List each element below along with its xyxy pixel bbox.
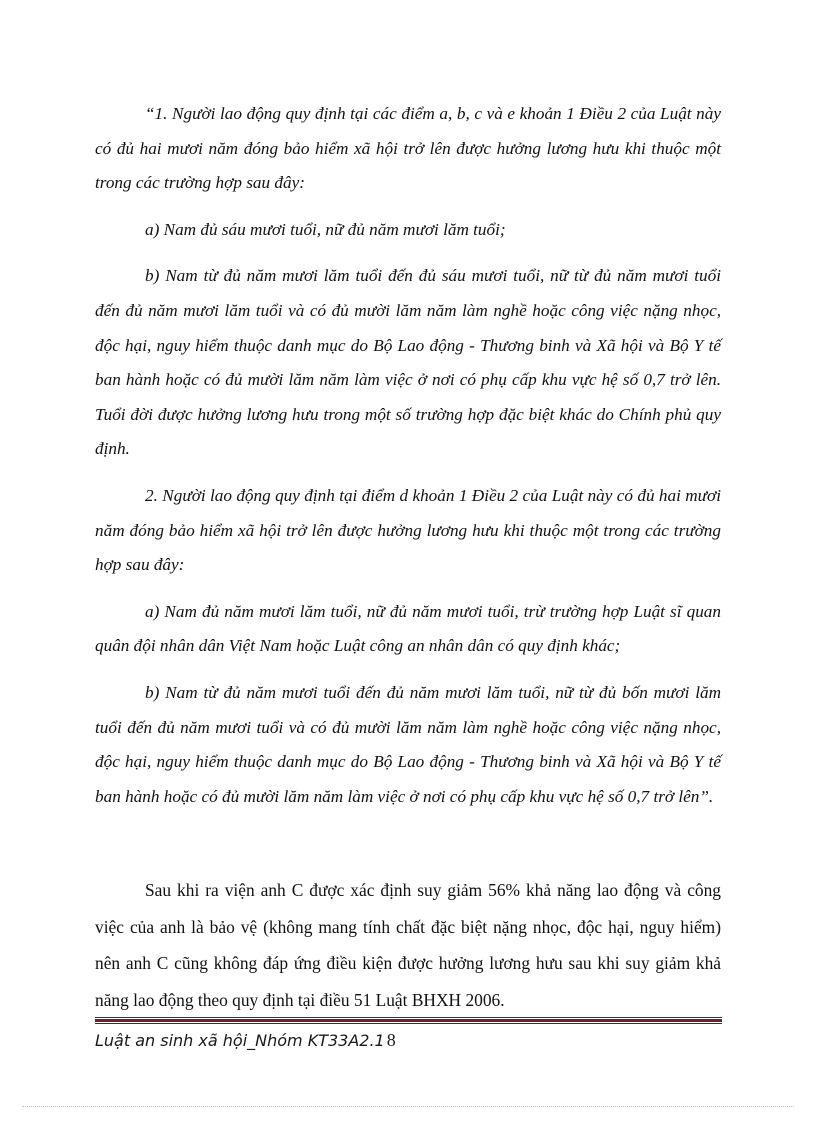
quote-paragraph-1b: b) Nam từ đủ năm mươi lăm tuổi đến đủ sáu mươi tuổi, nữ từ đủ năm mươi tuổi đến đủ năm mươi lăm tuổi và có đủ mười lăm năm làm nghề hoặc công việc nặng nhọc, độc hại, nguy hiểm thuộc danh mục do Bộ Lao động - Thương binh và Xã hội và Bộ Y tế ban hành hoặc có đủ mười lăm năm làm việc ở nơi có phụ cấp khu vực hệ số 0,7 trở lên. Tuổi đời được hưởng lương hưu trong một số trường hợp đặc biệt khác do Chính phủ quy định. xyxy=(95,266,721,459)
quoted-law-excerpt xyxy=(95,97,721,814)
body-paragraph: Sau khi ra viện anh C được xác định suy giảm 56% khả năng lao động và công việc của anh là bảo vệ (không mang tính chất đặc biệt nặng nhọc, độc hại, nguy hiểm) nên anh C cũng không đáp ứng điều kiện được hưởng lương hưu sau khi suy giảm khả năng lao động theo quy định tại điều 51 Luật BHXH 2006. xyxy=(95,880,721,1010)
page-bottom-border xyxy=(22,1106,794,1107)
quote-paragraph-2: 2. Người lao động quy định tại điểm d khoản 1 Điều 2 của Luật này có đủ hai mươi năm đóng bảo hiểm xã hội trở lên được hưởng lương hưu khi thuộc một trong các trường hợp sau đây: xyxy=(95,485,721,575)
footer-title: Luật an sinh xã hội_Nhóm KT33A2.1 xyxy=(95,1031,385,1050)
page-footer xyxy=(95,1026,396,1055)
body-text xyxy=(95,872,721,1018)
quote-paragraph-1a: a) Nam đủ sáu mươi tuổi, nữ đủ năm mươi lăm tuổi; xyxy=(145,219,506,239)
quote-paragraph-1: “1. Người lao động quy định tại các điểm a, b, c và e khoản 1 Điều 2 của Luật này có đủ hai mươi năm đóng bảo hiểm xã hội trở lên được hưởng lương hưu khi thuộc một trong các trường hợp sau đây: xyxy=(95,104,721,193)
quote-paragraph-2b: b) Nam từ đủ năm mươi tuổi đến đủ năm mươi lăm tuổi, nữ từ đủ bốn mươi lăm tuổi đến đủ năm mươi tuổi và có đủ mười lăm năm làm nghề hoặc công việc nặng nhọc, độc hại, nguy hiểm thuộc danh mục do Bộ Lao động - Thương binh và Xã hội và Bộ Y tế ban hành hoặc có đủ mười lăm năm làm việc ở nơi có phụ cấp khu vực hệ số 0,7 trở lên”. xyxy=(95,682,721,806)
quote-paragraph-2a: a) Nam đủ năm mươi lăm tuổi, nữ đủ năm mươi tuổi, trừ trường hợp Luật sĩ quan quân đội nhân dân Việt Nam hoặc Luật công an nhân dân có quy định khác; xyxy=(95,601,721,656)
footer-divider xyxy=(95,1017,722,1025)
page-number: 8 xyxy=(386,1030,396,1050)
